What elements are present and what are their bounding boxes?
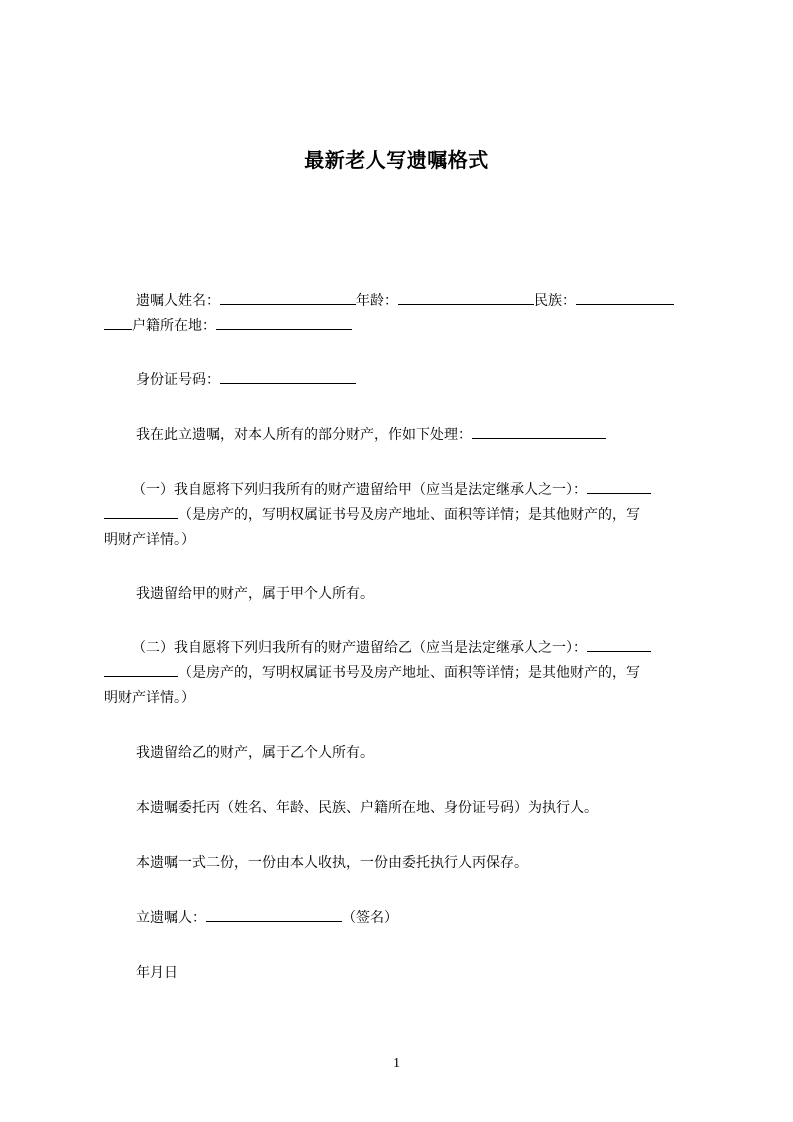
- signature-line: [136, 906, 702, 931]
- ethnicity-blank: [576, 303, 674, 305]
- ethnicity-blank-continued: [104, 328, 132, 330]
- page-number: 1: [393, 1056, 400, 1071]
- bequest-b-line-3: 明财产详情。）: [104, 690, 195, 706]
- bequest-b-line-2: [104, 661, 702, 686]
- date-line: 年月日: [136, 965, 178, 981]
- age-label: 年龄：: [356, 293, 398, 309]
- bequest-a-line-2: [104, 503, 702, 528]
- page-title: 最新老人写遗嘱格式: [304, 148, 489, 172]
- signature-blank: [206, 920, 342, 922]
- bequest-a-text-2: （是房产的，写明权属证书号及房产地址、面积等详情；是其他财产的，写: [178, 507, 640, 523]
- personal-info-line: [136, 289, 702, 314]
- bequest-a-text-1: （一）我自愿将下列归我所有的财产遗留给甲（应当是法定继承人之一）：: [132, 482, 587, 498]
- bequest-b-text-2: （是房产的，写明权属证书号及房产地址、面积等详情；是其他财产的，写: [178, 665, 640, 681]
- bequest-a-blank-1: [587, 492, 651, 494]
- bequest-b-blank-2: [104, 675, 178, 677]
- bequest-a-blank-2: [104, 517, 178, 519]
- bequest-b-line-1: [132, 636, 702, 661]
- domicile-label: 户籍所在地：: [132, 318, 216, 334]
- bequest-b-blank-1: [587, 650, 651, 652]
- statement-text: 我在此立遗嘱，对本人所有的部分财产，作如下处理：: [136, 427, 472, 443]
- bequest-b-text-1: （二）我自愿将下列归我所有的财产遗留给乙（应当是法定继承人之一）：: [132, 640, 587, 656]
- age-blank: [398, 303, 534, 305]
- ethnicity-label: 民族：: [534, 293, 576, 309]
- domicile-line: [104, 314, 702, 339]
- ownership-a: 我遗留给甲的财产，属于甲个人所有。: [136, 586, 374, 602]
- signature-suffix: （签名）: [342, 910, 398, 926]
- id-label: 身份证号码：: [136, 372, 220, 388]
- copies-clause: 本遗嘱一式二份，一份由本人收执，一份由委托执行人丙保存。: [136, 855, 528, 871]
- ownership-b: 我遗留给乙的财产，属于乙个人所有。: [136, 745, 374, 761]
- name-label: 遗嘱人姓名：: [136, 293, 220, 309]
- executor-clause: 本遗嘱委托丙（姓名、年龄、民族、户籍所在地、身份证号码）为执行人。: [136, 800, 598, 816]
- id-blank: [220, 382, 356, 384]
- statement-line: [136, 423, 702, 448]
- id-number-line: [136, 368, 702, 393]
- statement-blank: [472, 437, 606, 439]
- name-blank: [220, 303, 356, 305]
- bequest-a-line-1: [132, 478, 702, 503]
- domicile-blank: [216, 328, 352, 330]
- bequest-a-line-3: 明财产详情。）: [104, 532, 195, 548]
- signature-label: 立遗嘱人：: [136, 910, 206, 926]
